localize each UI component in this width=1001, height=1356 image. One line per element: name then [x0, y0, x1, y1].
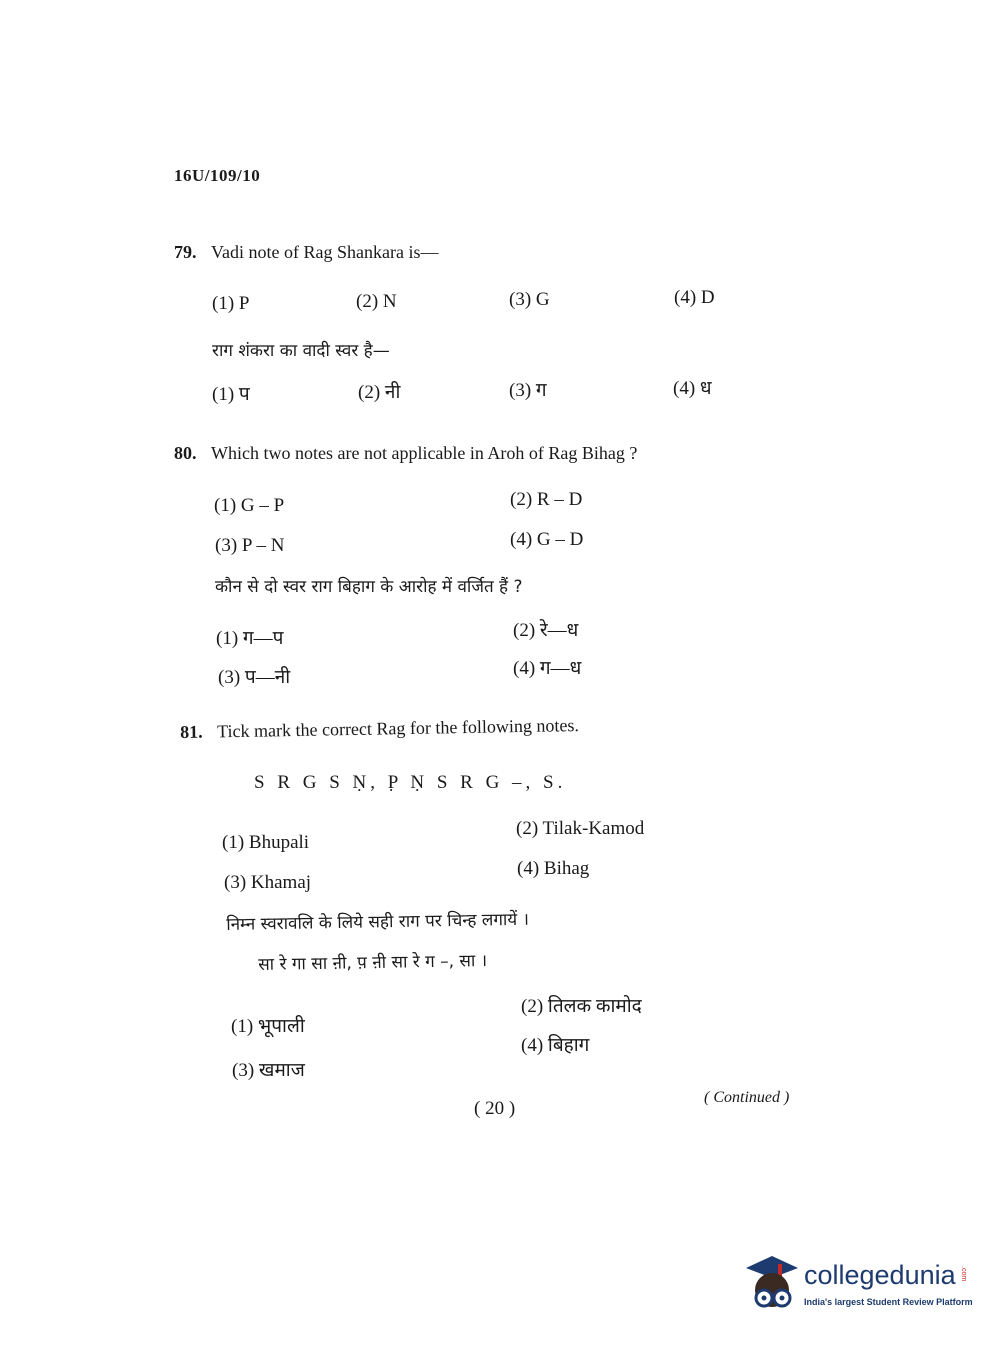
paper-code: 16U/109/10: [174, 166, 261, 185]
q80-option-2-en: (2) R – D: [510, 489, 583, 510]
question-number: 80.: [174, 443, 197, 463]
q79-option-3-en: (3) G: [509, 289, 550, 310]
q79-option-3-hi: (3) ग: [509, 380, 547, 401]
q81-option-4-hi: (4) बिहाग: [521, 1035, 590, 1056]
question-81-text-hi: निम्न स्वरावलि के लिये सही राग पर चिन्ह लगायें ।: [226, 909, 530, 935]
q79-option-2-hi: (2) नी: [358, 382, 401, 403]
question-79-text-hi: राग शंकरा का वादी स्वर है—: [212, 341, 390, 361]
question-80-text-hi: कौन से दो स्वर राग बिहाग के आरोह में वर्जित हैं ?: [215, 577, 523, 597]
q80-option-1-hi: (1) ग—प: [216, 628, 284, 649]
q80-option-2-hi: (2) रे—ध: [513, 620, 579, 641]
q79-option-2-en: (2) N: [356, 291, 397, 312]
q81-option-1-hi: (1) भूपाली: [231, 1016, 305, 1037]
q79-option-1-hi: (1) प: [212, 384, 250, 405]
q80-option-4-hi: (4) ग—ध: [513, 658, 582, 679]
question-79-text: [174, 242, 438, 263]
question-number: 81.: [180, 721, 203, 742]
q80-option-3-en: (3) P – N: [215, 535, 285, 556]
q81-notes-en: S R G S Ṇ, P̣ Ṇ S R G –, S.: [254, 772, 567, 793]
question-text-en: Tick mark the correct Rag for the following notes.: [216, 715, 580, 742]
mascot-icon: [742, 1252, 802, 1322]
q80-option-3-hi: (3) प—नी: [218, 667, 291, 688]
q81-option-3-en: (3) Khamaj: [224, 872, 312, 893]
q81-option-2-en: (2) Tilak-Kamod: [516, 818, 645, 839]
question-text-en: Which two notes are not applicable in Aroh of Rag Bihag ?: [211, 443, 638, 463]
q80-option-1-en: (1) G – P: [214, 495, 285, 516]
q81-option-4-en: (4) Bihag: [517, 858, 590, 879]
q79-option-4-hi: (4) ध: [673, 378, 712, 399]
q81-notes-hi: सा रे गा सा ऩी, प़ ऩी सा रे ग –, सा ।: [258, 951, 488, 975]
page-number: ( 20 ): [474, 1098, 516, 1119]
question-text-en: Vadi note of Rag Shankara is—: [211, 242, 439, 262]
q81-option-3-hi: (3) खमाज: [232, 1060, 305, 1081]
q81-option-1-en: (1) Bhupali: [222, 832, 310, 853]
brand-name: collegedunia: [804, 1260, 956, 1290]
q81-option-2-hi: (2) तिलक कामोद: [521, 996, 642, 1017]
q79-option-4-en: (4) D: [674, 287, 715, 308]
brand-tagline: India's largest Student Review Platform: [804, 1297, 973, 1307]
question-number: 79.: [174, 242, 197, 262]
question-81-text: [180, 715, 579, 743]
q80-option-4-en: (4) G – D: [510, 529, 584, 550]
collegedunia-logo: [742, 1252, 973, 1322]
brand-dotcom: .com: [960, 1266, 967, 1282]
continued-label: ( Continued ): [704, 1089, 790, 1106]
question-80-text: [174, 443, 637, 464]
q79-option-1-en: (1) P: [212, 293, 250, 314]
